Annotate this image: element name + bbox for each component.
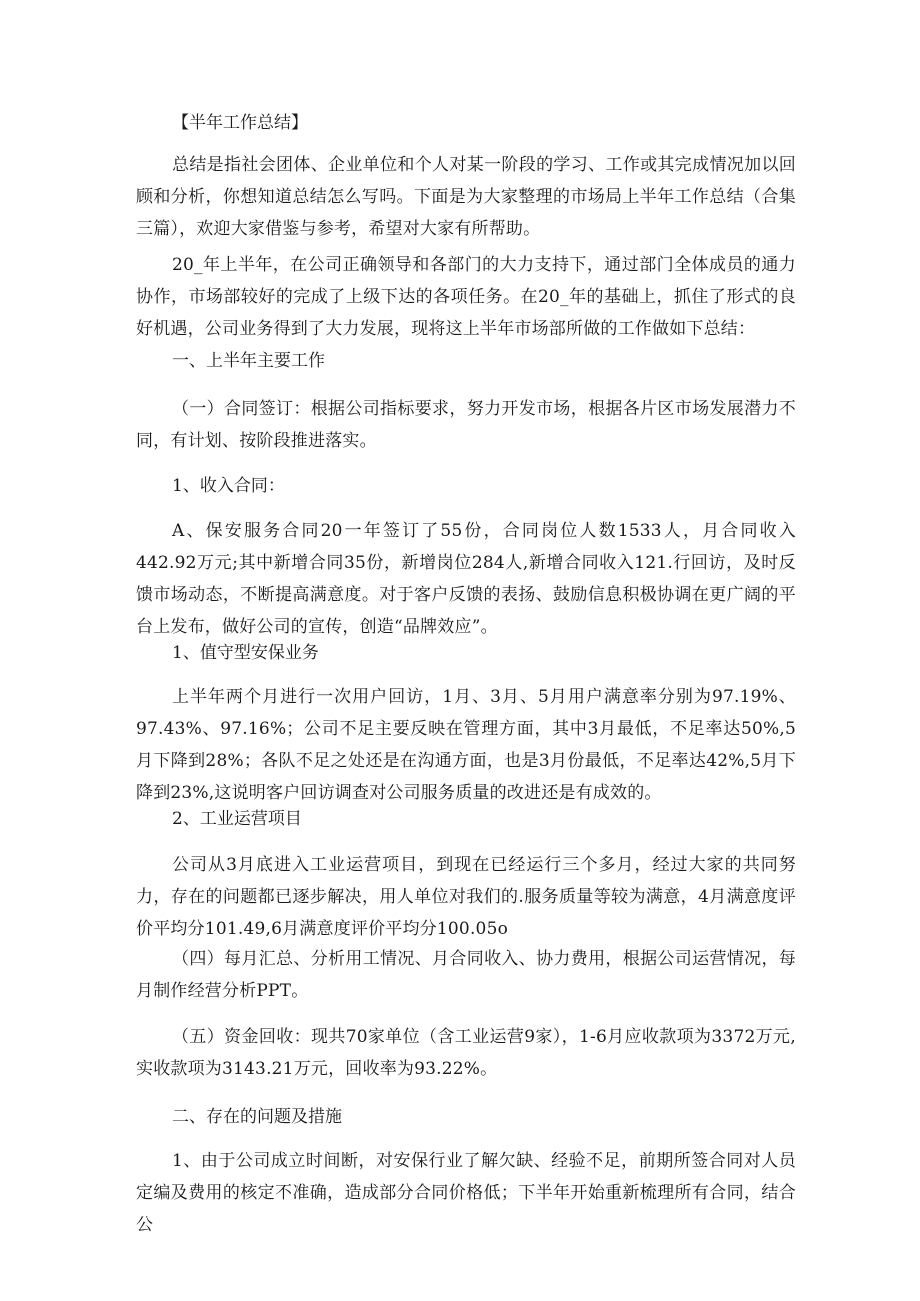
- section1-heading: 一、上半年主要工作: [172, 351, 325, 371]
- section2-heading: 二、存在的问题及措施: [172, 1107, 342, 1127]
- fund-recovery-paragraph: （五）资金回收：现共70家单位（含工业运营9家），1-6月应收款项为3372万元,实收款项为3143.21万元，回收率为93.22%。: [136, 1027, 796, 1079]
- overview-paragraph: 20_年上半年，在公司正确领导和各部门的大力支持下，通过部门全体成员的通力协作，市场部较好的完成了上级下达的各项任务。在20_年的基础上，抓住了形式的良好机遇，公司业务得到了大力发展，现将这上半年市场部所做的工作做如下总结：: [136, 255, 796, 339]
- industrial-project-paragraph: 公司从3月底进入工业运营项目，到现在已经运行三个多月，经过大家的共同努力，存在的问题都已逐步解决，用人单位对我们的.服务质量等较为满意，4月满意度评价平均分101.49,6月满意度评价平均分100.05o: [136, 855, 796, 939]
- problem1-paragraph: 1、由于公司成立时间断，对安保行业了解欠缺、经验不足，前期所签合同对人员定编及费用的核定不准确，造成部分合同价格低；下半年开始重新梳理所有合同，结合公: [136, 1151, 796, 1235]
- income-contract-heading: 1、收入合同：: [172, 476, 285, 496]
- guard-service-heading: 1、值守型安保业务: [172, 643, 319, 663]
- intro-paragraph: 总结是指社会团体、企业单位和个人对某一阶段的学习、工作或其完成情况加以回顾和分析，你想知道总结怎么写吗。下面是为大家整理的市场局上半年工作总结（合集三篇），欢迎大家借鉴与参考，希望对大家有所帮助。: [136, 155, 796, 239]
- security-contract-paragraph: A、保安服务合同20一年签订了55份，合同岗位人数1533人，月合同收入442.92万元;其中新增合同35份，新增岗位284人,新增合同收入121.行回访，及时反馈市场动态，不断提高满意度。对于客户反馈的表扬、鼓励信息积极协调在更广阔的平台上发布，做好公司的宣传，创造“品牌效应”。: [136, 521, 796, 637]
- monthly-summary-paragraph: （四）每月汇总、分析用工情况、月合同收入、协力费用，根据公司运营情况，每月制作经营分析PPT。: [136, 949, 796, 1001]
- industrial-project-heading: 2、工业运营项目: [172, 809, 302, 829]
- document-title: 【半年工作总结】: [172, 113, 308, 133]
- contract-item-paragraph: （一）合同签订：根据公司指标要求，努力开发市场，根据各片区市场发展潜力不同，有计划、按阶段推进落实。: [136, 399, 796, 451]
- guard-service-paragraph: 上半年两个月进行一次用户回访，1月、3月、5月用户满意率分别为97.19%、97.43%、97.16%；公司不足主要反映在管理方面，其中3月最低，不足率达50%,5月下降到28%；各队不足之处还是在沟通方面，也是3月份最低，不足率达42%,5月下降到23%,这说明客户回访调查对公司服务质量的改进还是有成效的。: [136, 687, 796, 803]
